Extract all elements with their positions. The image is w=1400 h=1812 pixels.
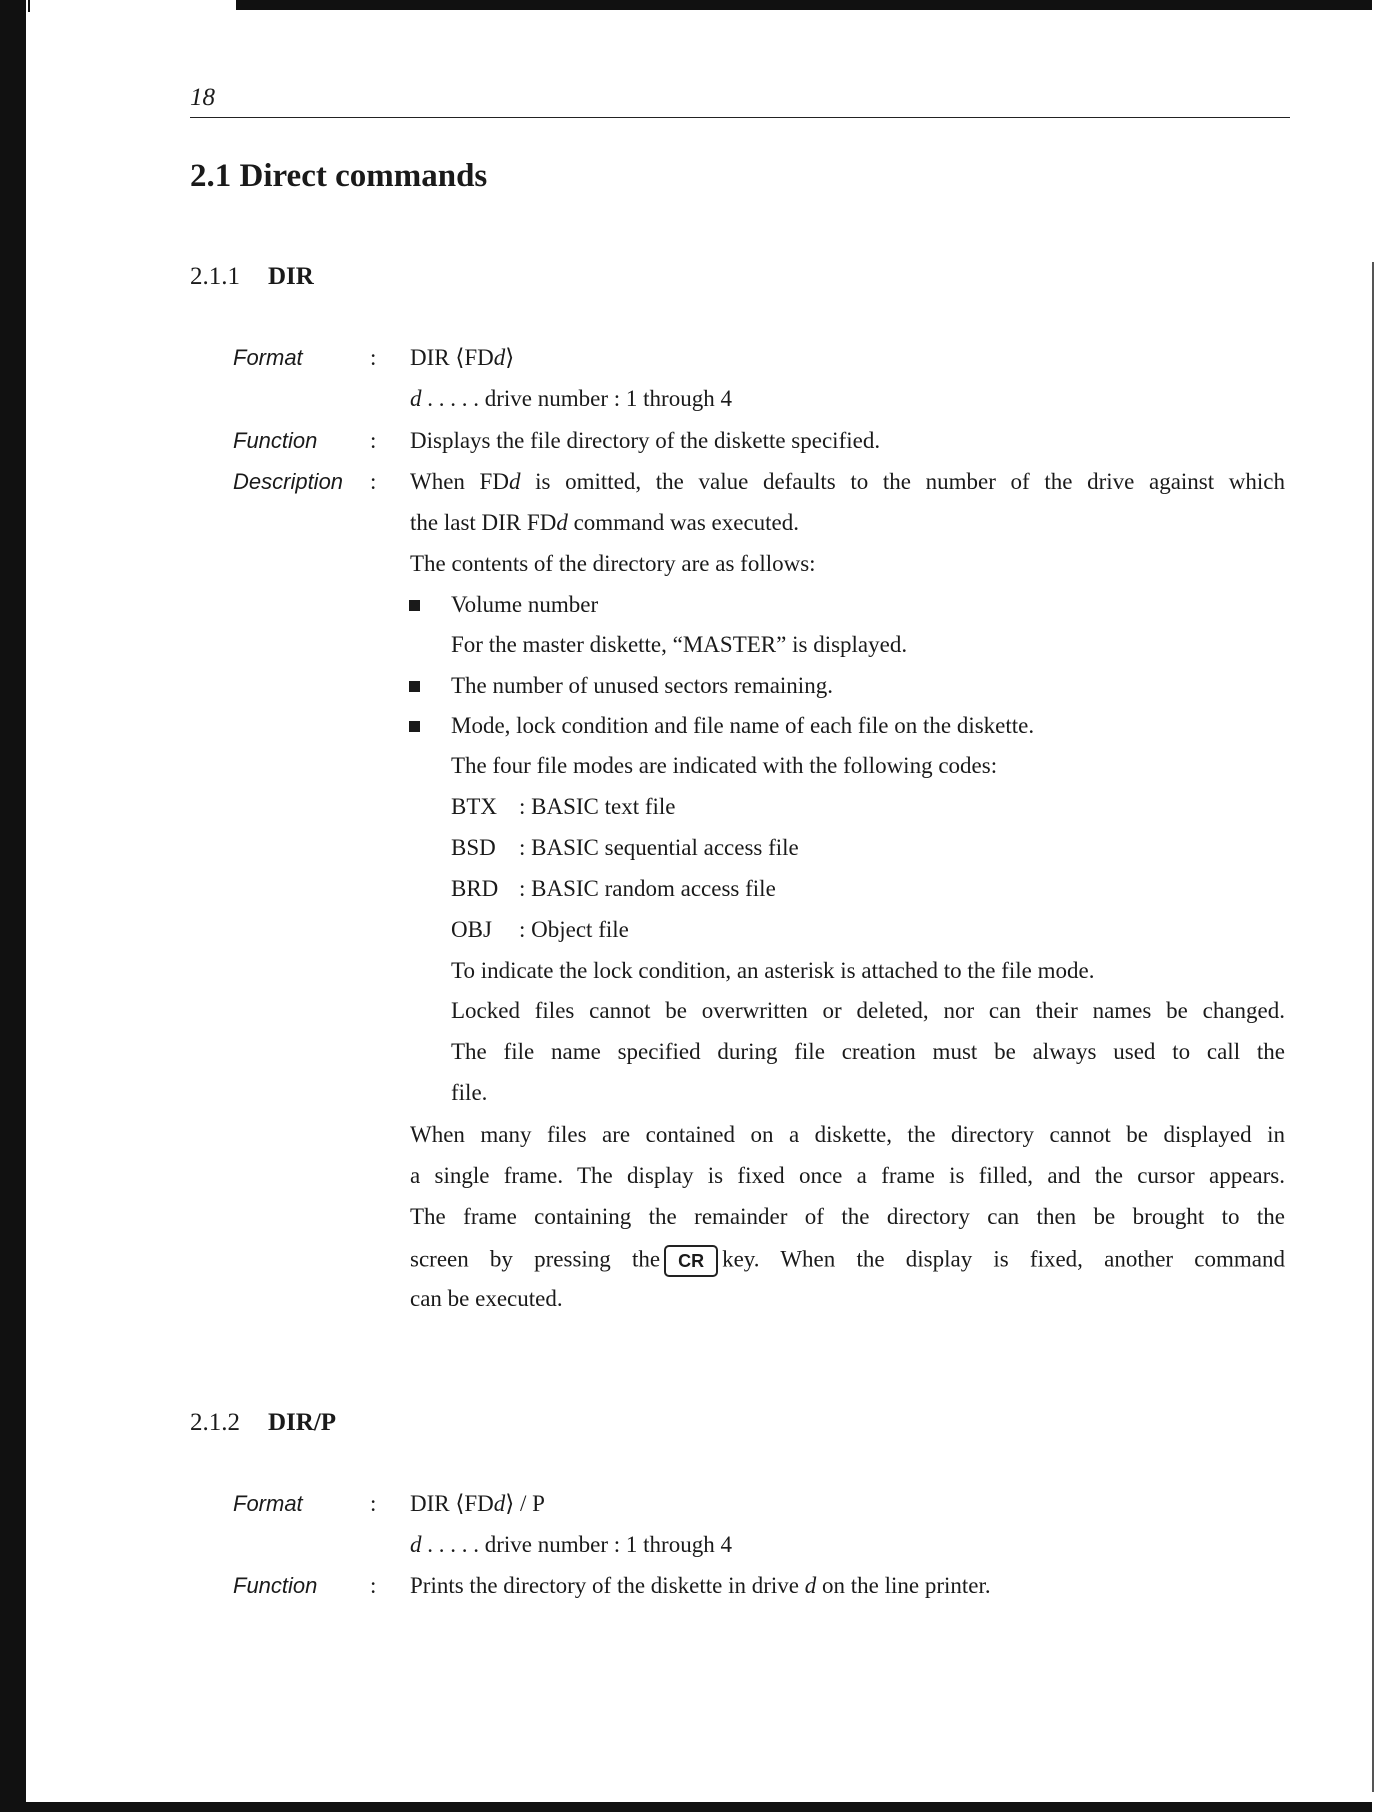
description-line: When FDd is omitted, the value defaults to the number of the drive against which — [410, 469, 1285, 494]
mode-code: BRD — [451, 876, 499, 901]
paragraph-line: When many files are contained on a diskette, the directory cannot be displayed in — [410, 1122, 1285, 1147]
description-line: The contents of the directory are as follows: — [410, 551, 816, 576]
format-label: Format — [233, 1491, 303, 1516]
mode-description: : BASIC random access file — [519, 876, 776, 901]
bullet-text: Mode, lock condition and file name of each file on the diskette. — [451, 713, 1035, 738]
mode-code: BSD — [451, 835, 496, 860]
bullet-marker — [409, 600, 420, 611]
lock-text: To indicate the lock condition, an asterisk is attached to the file mode. — [451, 958, 1095, 983]
cr-key: CR — [664, 1245, 718, 1277]
modes-intro: The four file modes are indicated with the following codes: — [451, 753, 998, 778]
mode-code: OBJ — [451, 917, 492, 942]
colon: : — [370, 469, 377, 494]
scan-border-left — [0, 0, 26, 1812]
paragraph-line: a single frame. The display is fixed once a frame is filled, and the cursor appears. — [410, 1163, 1285, 1188]
mode-description: : BASIC sequential access file — [519, 835, 799, 860]
lock-text: Locked files cannot be overwritten or deleted, nor can their names be changed. — [451, 998, 1285, 1023]
paragraph-line: The frame containing the remainder of the directory can then be brought to the — [410, 1204, 1285, 1229]
scan-border-right — [1372, 262, 1374, 1792]
header-rule — [190, 117, 1290, 118]
bullet-text: Volume number — [451, 592, 599, 617]
colon: : — [370, 1573, 377, 1598]
page-number: 18 — [190, 84, 215, 111]
drive-number-note: d . . . . . drive number : 1 through 4 — [410, 386, 732, 411]
mode-description: : Object file — [519, 917, 629, 942]
colon: : — [370, 1491, 377, 1516]
format-syntax: DIR ⟨FDd⟩ — [410, 345, 515, 370]
paragraph-line: can be executed. — [410, 1286, 563, 1311]
subsection-title: DIR/P — [268, 1409, 337, 1436]
section-heading: 2.1 Direct commands — [190, 158, 488, 194]
lock-text: file. — [451, 1080, 488, 1105]
subsection-number: 2.1.2 — [190, 1409, 240, 1436]
lock-text: The file name specified during file creation must be always used to call the — [451, 1039, 1285, 1064]
function-text: Prints the directory of the diskette in drive d on the line printer. — [410, 1573, 991, 1598]
drive-number-note: d . . . . . drive number : 1 through 4 — [410, 1532, 732, 1557]
colon: : — [370, 428, 377, 453]
mode-code: BTX — [451, 794, 497, 819]
bullet-marker — [409, 681, 420, 692]
subsection-heading-dirp — [190, 1409, 336, 1437]
scan-border-top — [236, 0, 1372, 10]
subsection-title: DIR — [268, 263, 314, 290]
bullet-marker — [409, 721, 420, 732]
function-label: Function — [233, 1573, 318, 1598]
paragraph-line: screen by pressing the CR key. When the display is fixed, another command — [410, 1245, 1285, 1277]
scan-corner-mark — [28, 0, 30, 12]
bullet-text: The number of unused sectors remaining. — [451, 673, 833, 698]
subsection-number: 2.1.1 — [190, 263, 240, 290]
description-line: the last DIR FDd command was executed. — [410, 510, 800, 535]
function-label: Function — [233, 428, 318, 453]
format-label: Format — [233, 345, 303, 370]
scan-border-bottom — [26, 1802, 1372, 1812]
function-text: Displays the file directory of the diskette specified. — [410, 428, 881, 453]
bullet-subtext: For the master diskette, “MASTER” is displayed. — [451, 632, 908, 657]
description-label: Description — [233, 469, 344, 494]
format-syntax: DIR ⟨FDd⟩ / P — [410, 1491, 545, 1516]
mode-description: : BASIC text file — [519, 794, 676, 819]
subsection-heading-dir — [190, 263, 314, 291]
colon: : — [370, 345, 377, 370]
